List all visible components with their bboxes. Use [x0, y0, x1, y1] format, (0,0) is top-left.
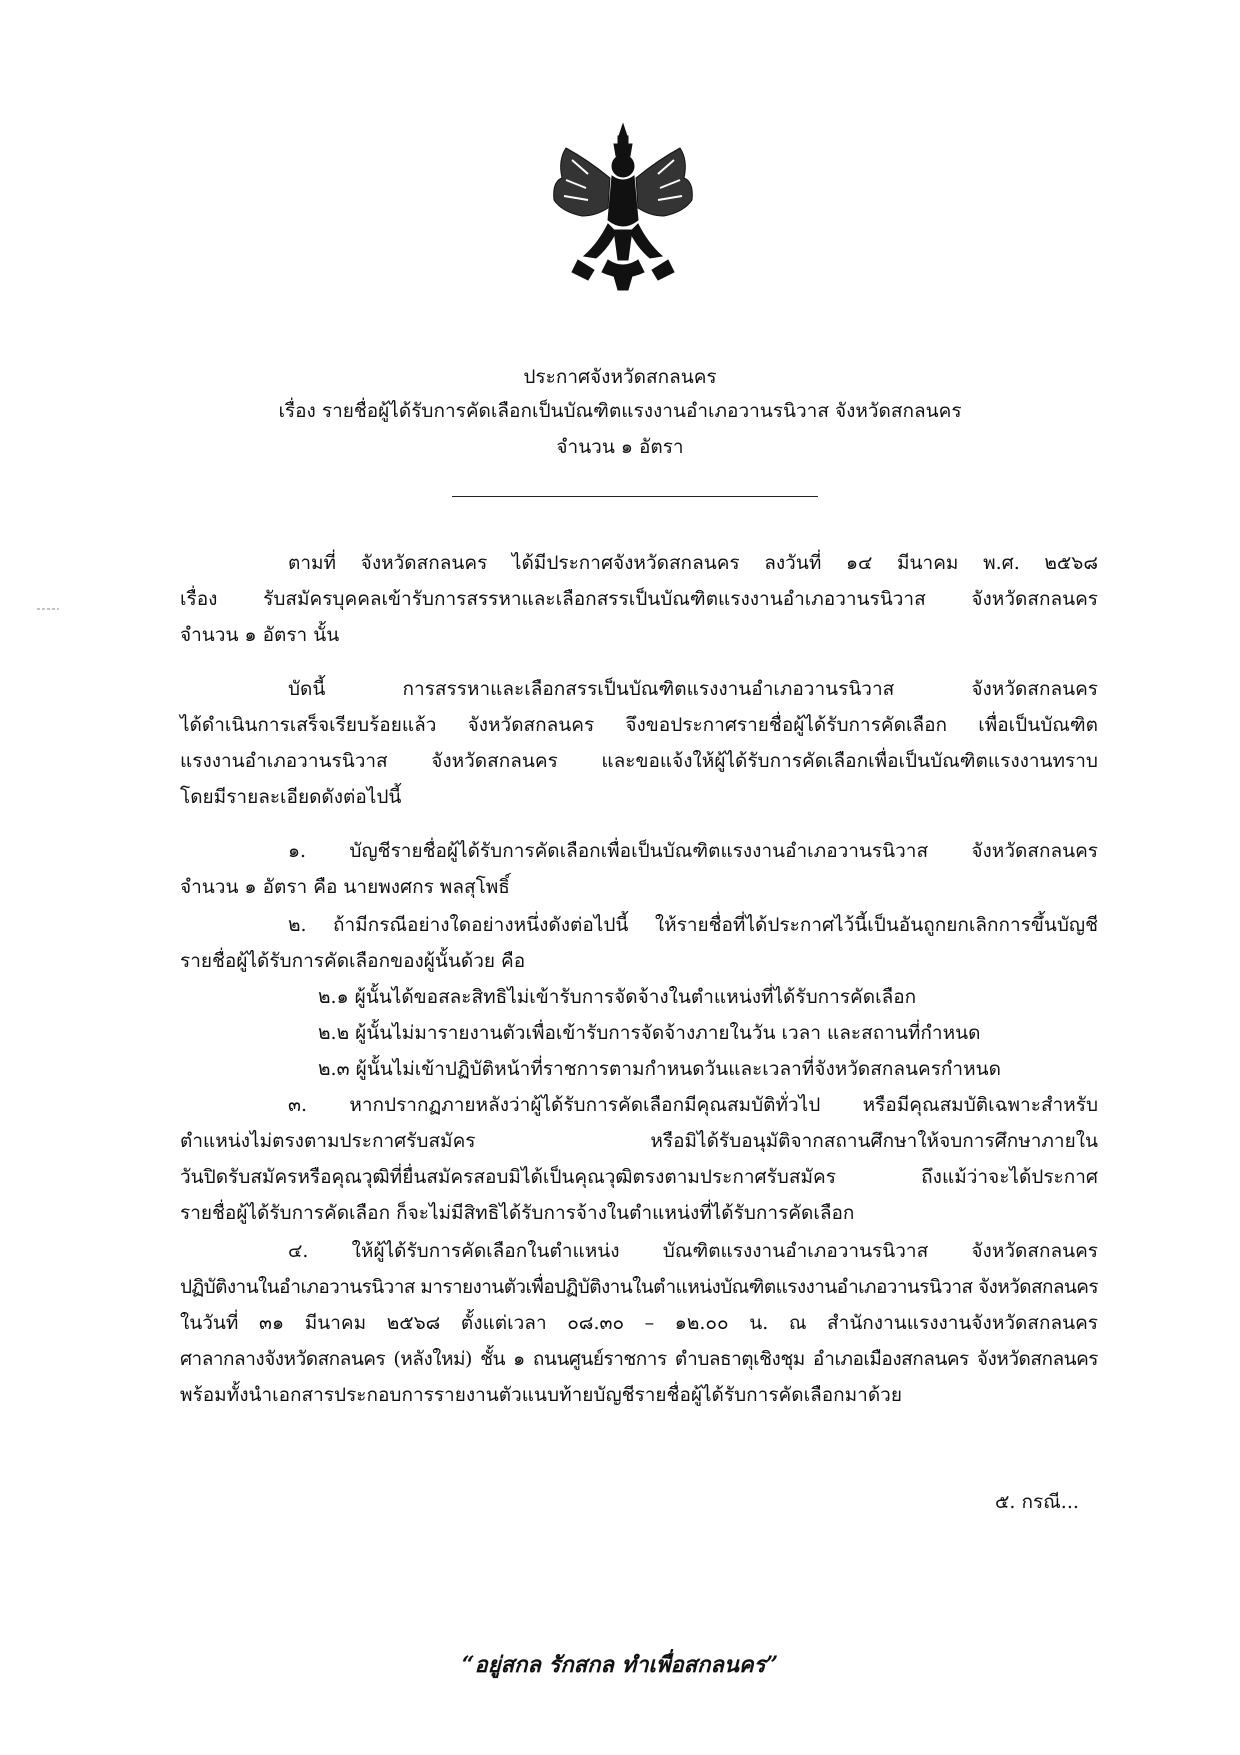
item-1-line-1: ๑. บัญชีรายชื่อผู้ได้รับการคัดเลือกเพื่อเป็นบัณฑิตแรงงานอำเภอวานรนิวาส จังหวัดสกลนคร [288, 840, 1098, 862]
scan-mark [37, 607, 59, 611]
garuda-emblem-icon [548, 120, 698, 292]
paragraph-2-line-1: บัดนี้ การสรรหาและเลือกสรรเป็นบัณฑิตแรงงานอำเภอวานรนิวาส จังหวัดสกลนคร [288, 678, 1098, 700]
paragraph-1-line-2: เรื่อง รับสมัครบุคคลเข้ารับการสรรหาและเลือกสรรเป็นบัณฑิตแรงงานอำเภอวานรนิวาส จังหวัดสกลนคร [180, 588, 1098, 610]
paragraph-2-line-4: โดยมีรายละเอียดดังต่อไปนี้ [180, 786, 402, 808]
item-4-line-5: พร้อมทั้งนำเอกสารประกอบการรายงานตัวแนบท้ายบัญชีรายชื่อผู้ได้รับการคัดเลือกมาด้วย [180, 1384, 902, 1406]
item-3-line-3: วันปิดรับสมัครหรือคุณวุฒิที่ยื่นสมัครสอบมิได้เป็นคุณวุฒิตรงตามประกาศรับสมัคร ถึงแม้ว่าจะได้ประกาศ [180, 1166, 1098, 1188]
announcement-title: ประกาศจังหวัดสกลนคร [523, 366, 717, 388]
item-2-sub-3: ๒.๓ ผู้นั้นไม่เข้าปฏิบัติหน้าที่ราชการตามกำหนดวันและเวลาที่จังหวัดสกลนครกำหนด [318, 1058, 1001, 1080]
paragraph-1-line-3: จำนวน ๑ อัตรา นั้น [180, 624, 340, 646]
item-1-line-2: จำนวน ๑ อัตรา คือ นายพงศกร พลสุโพธิ์ [180, 876, 510, 898]
province-motto: “อยู่สกล รักสกล ทำเพื่อสกลนคร” [461, 1652, 779, 1678]
header-divider [452, 496, 818, 497]
announcement-subject: เรื่อง รายชื่อผู้ได้รับการคัดเลือกเป็นบัณฑิตแรงงานอำเภอวานรนิวาส จังหวัดสกลนคร [278, 400, 962, 422]
item-4-line-3: ในวันที่ ๓๑ มีนาคม ๒๕๖๘ ตั้งแต่เวลา ๐๘.๓๐ – ๑๒.๐๐ น. ณ สำนักงานแรงงานจังหวัดสกลนคร [180, 1312, 1098, 1334]
item-2-line-1: ๒. ถ้ามีกรณีอย่างใดอย่างหนึ่งดังต่อไปนี้ ให้รายชื่อที่ได้ประกาศไว้นี้เป็นอันถูกยกเลิกการขึ้นบัญชี [288, 914, 1098, 936]
item-4-line-4: ศาลากลางจังหวัดสกลนคร (หลังใหม่) ชั้น ๑ ถนนศูนย์ราชการ ตำบลธาตุเชิงชุม อำเภอเมืองสกลนคร จังหวัดสกลนคร [180, 1348, 1098, 1370]
item-4-line-2: ปฏิบัติงานในอำเภอวานรนิวาส มารายงานตัวเพื่อปฏิบัติงานในตำแหน่งบัณฑิตแรงงานอำเภอวานรนิวาส จังหวัดสกลนคร [180, 1276, 1098, 1298]
item-3-line-4: รายชื่อผู้ได้รับการคัดเลือก ก็จะไม่มีสิทธิได้รับการจ้างในตำแหน่งที่ได้รับการคัดเลือก [180, 1202, 855, 1224]
paragraph-2-line-3: แรงงานอำเภอวานรนิวาส จังหวัดสกลนคร และขอแจ้งให้ผู้ได้รับการคัดเลือกเพื่อเป็นบัณฑิตแรงงานทราบ [180, 750, 1098, 772]
next-page-reference: ๕. กรณี... [995, 1491, 1079, 1513]
paragraph-1-line-1: ตามที่ จังหวัดสกลนคร ได้มีประกาศจังหวัดสกลนคร ลงวันที่ ๑๔ มีนาคม พ.ศ. ๒๕๖๘ [288, 552, 1098, 574]
item-2-sub-2: ๒.๒ ผู้นั้นไม่มารายงานตัวเพื่อเข้ารับการจัดจ้างภายในวัน เวลา และสถานที่กำหนด [318, 1022, 981, 1044]
item-2-line-2: รายชื่อผู้ได้รับการคัดเลือกของผู้นั้นด้วย คือ [180, 950, 526, 972]
announcement-count: จำนวน ๑ อัตรา [556, 436, 684, 458]
item-2-sub-1: ๒.๑ ผู้นั้นได้ขอสละสิทธิไม่เข้ารับการจัดจ้างในตำแหน่งที่ได้รับการคัดเลือก [318, 986, 917, 1008]
item-3-line-1: ๓. หากปรากฏภายหลังว่าผู้ได้รับการคัดเลือกมีคุณสมบัติทั่วไป หรือมีคุณสมบัติเฉพาะสำหรับ [288, 1094, 1098, 1116]
item-3-line-2: ตำแหน่งไม่ตรงตามประกาศรับสมัคร หรือมิได้รับอนุมัติจากสถานศึกษาให้จบการศึกษาภายใน [180, 1130, 1098, 1152]
item-4-line-1: ๔. ให้ผู้ได้รับการคัดเลือกในตำแหน่ง บัณฑิตแรงงานอำเภอวานรนิวาส จังหวัดสกลนคร [288, 1240, 1098, 1262]
paragraph-2-line-2: ได้ดำเนินการเสร็จเรียบร้อยแล้ว จังหวัดสกลนคร จึงขอประกาศรายชื่อผู้ได้รับการคัดเลือก เพื่อเป็นบัณฑิต [180, 714, 1098, 736]
